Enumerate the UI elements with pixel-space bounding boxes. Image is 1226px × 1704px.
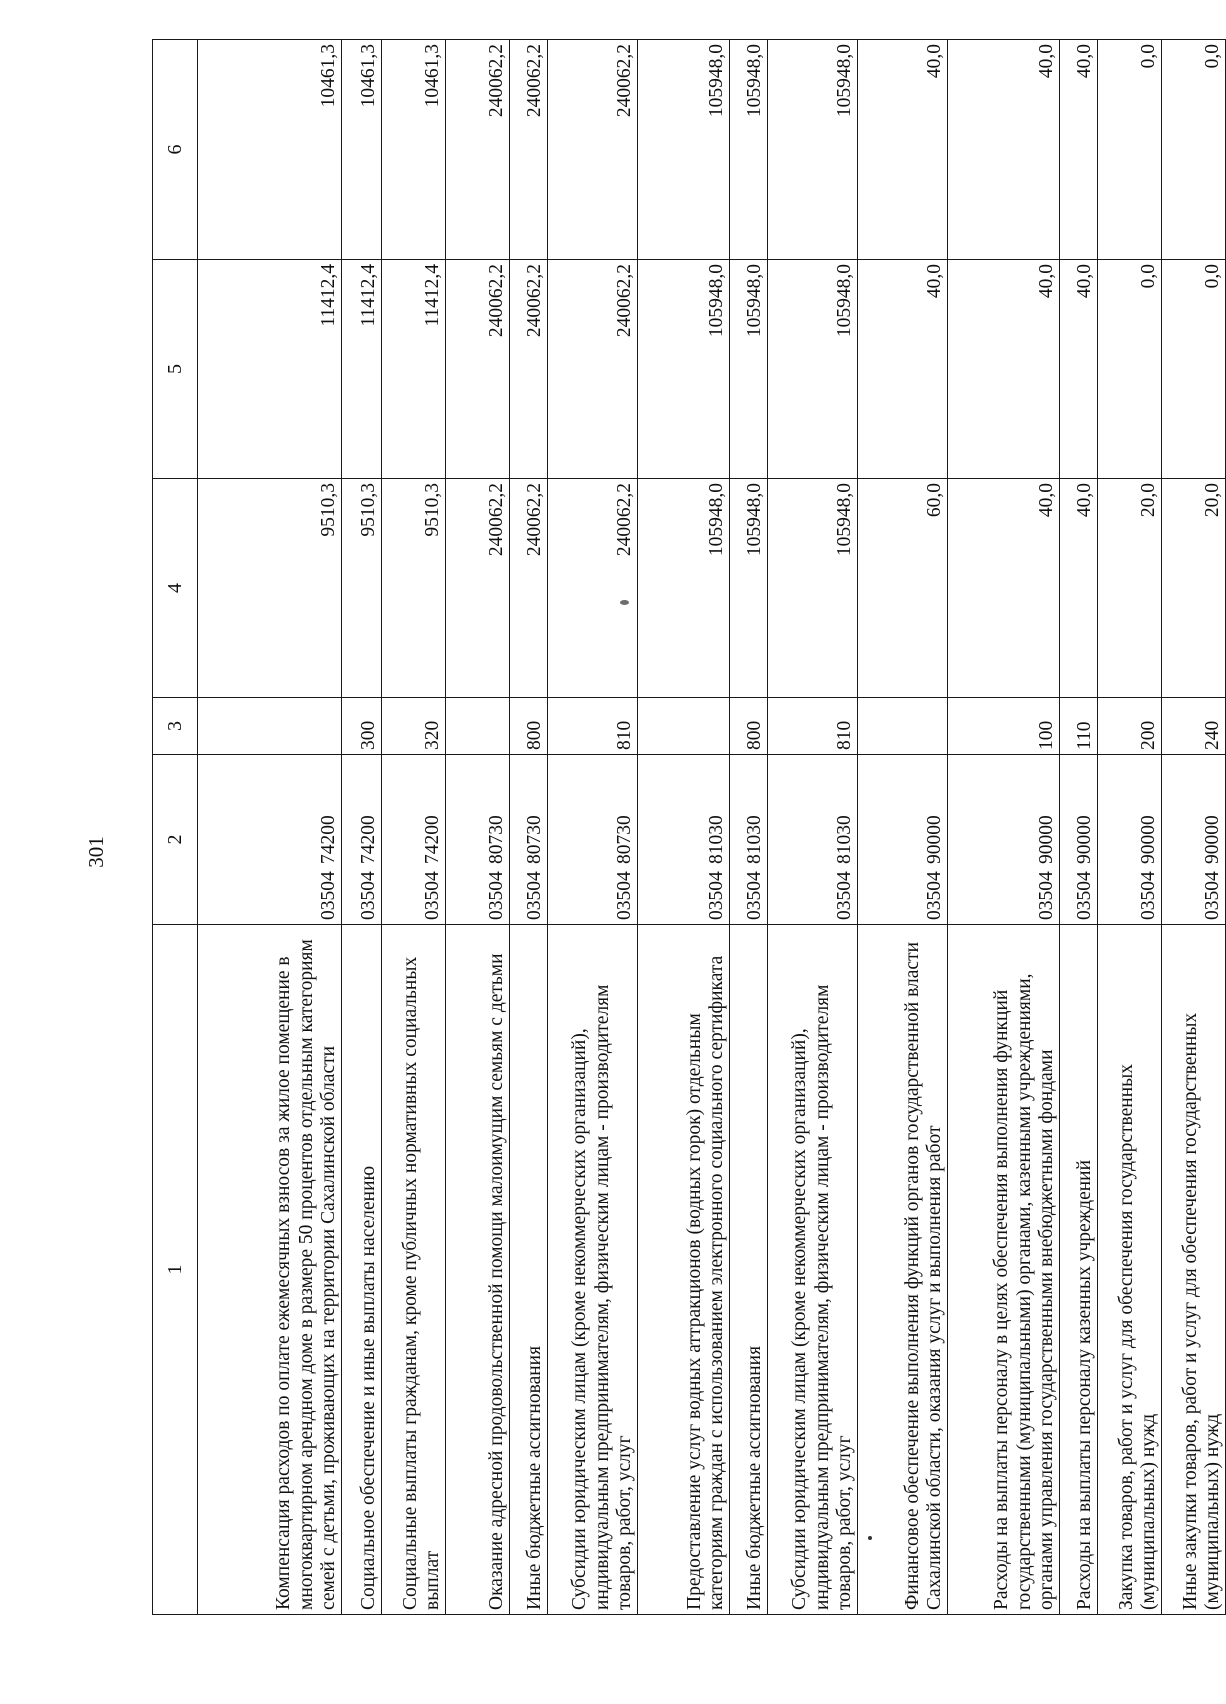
row-description: Социальные выплаты гражданам, кроме публичных нормативных социальных выплат: [382, 925, 446, 1615]
budget-table: [152, 39, 1226, 1615]
row-description: Оказание адресной продовольственной помощи малоимущим семьям с детьми: [446, 925, 510, 1615]
direction-code: 74200: [357, 815, 379, 864]
program-code: 03504: [705, 871, 727, 920]
page-number: 301: [84, 836, 108, 868]
table-header-row: [153, 40, 198, 1615]
row-code: [1098, 755, 1162, 925]
amount-col-5: 240062,2: [548, 260, 638, 479]
table-row: [730, 40, 768, 1615]
amount-col-5: 40,0: [948, 260, 1060, 479]
amount-col-5: 240062,2: [510, 260, 548, 479]
amount-col-4: 240062,2: [510, 479, 548, 698]
table-row: [548, 40, 638, 1615]
expense-type-code: 110: [1060, 698, 1098, 755]
expense-type-code: 810: [768, 698, 858, 755]
row-code: [548, 755, 638, 925]
table-row: [1060, 40, 1098, 1615]
amount-col-5: 0,0: [1098, 260, 1162, 479]
table-row: [342, 40, 382, 1615]
table-row: [382, 40, 446, 1615]
amount-col-4: 105948,0: [730, 479, 768, 698]
row-description: Иные бюджетные ассигнования: [730, 925, 768, 1615]
row-code: [768, 755, 858, 925]
amount-col-4: 20,0: [1162, 479, 1226, 698]
amount-col-5: 240062,2: [446, 260, 510, 479]
program-code: 03504: [523, 871, 545, 920]
amount-col-6: 40,0: [858, 40, 948, 260]
row-description: Иные бюджетные ассигнования: [510, 925, 548, 1615]
table-rotated-container: [152, 40, 1223, 1615]
table-row: [510, 40, 548, 1615]
row-code: [1162, 755, 1226, 925]
amount-col-5: 0,0: [1162, 260, 1226, 479]
amount-col-6: 10461,3: [382, 40, 446, 260]
expense-type-code: 100: [948, 698, 1060, 755]
program-code: 03504: [833, 871, 855, 920]
row-description: Финансовое обеспечение выполнения функций органов государственной власти Сахалинской области, оказания услуг и выполнения работ: [858, 925, 948, 1615]
program-code: 03504: [1035, 871, 1057, 920]
amount-col-4: 9510,3: [382, 479, 446, 698]
table-row: [198, 40, 342, 1615]
table-row: [948, 40, 1060, 1615]
amount-col-6: 40,0: [948, 40, 1060, 260]
row-code: [948, 755, 1060, 925]
program-code: 03504: [317, 871, 339, 920]
expense-type-code: [858, 698, 948, 755]
program-code: 03504: [923, 871, 945, 920]
direction-code: 81030: [705, 815, 727, 864]
amount-col-5: 105948,0: [730, 260, 768, 479]
table-row: [446, 40, 510, 1615]
row-description: Расходы на выплаты персоналу в целях обеспечения выполнения функций государственными (муниципальными) органами, казенными учреждениями, органами управления государственными внебюджетными фондами: [948, 925, 1060, 1615]
table-row: [858, 40, 948, 1615]
amount-col-6: 10461,3: [342, 40, 382, 260]
amount-col-6: 240062,2: [548, 40, 638, 260]
direction-code: 80730: [523, 815, 545, 864]
direction-code: 90000: [1073, 815, 1095, 864]
amount-col-6: 105948,0: [638, 40, 730, 260]
row-description: Иные закупки товаров, работ и услуг для обеспечения государственных (муниципальных) нужд: [1162, 925, 1226, 1615]
program-code: 03504: [421, 871, 443, 920]
amount-col-4: 20,0: [1098, 479, 1162, 698]
amount-col-5: 11412,4: [198, 260, 342, 479]
amount-col-5: 11412,4: [342, 260, 382, 479]
amount-col-4: 9510,3: [342, 479, 382, 698]
amount-col-4: 9510,3: [198, 479, 342, 698]
program-code: 03504: [743, 871, 765, 920]
direction-code: 90000: [1137, 815, 1159, 864]
scan-speck: [620, 600, 629, 605]
direction-code: 90000: [1035, 815, 1057, 864]
row-code: [382, 755, 446, 925]
program-code: 03504: [613, 871, 635, 920]
amount-col-4: 240062,2: [548, 479, 638, 698]
expense-type-code: 320: [382, 698, 446, 755]
direction-code: 80730: [485, 815, 507, 864]
direction-code: 90000: [923, 815, 945, 864]
scan-speck: [868, 1536, 872, 1540]
row-description: Компенсация расходов по оплате ежемесячных взносов за жилое помещение в многоквартирном арендном доме в размере 50 процентов отдельным категориям семей с детьми, проживающих на территории Сахалинской области: [198, 925, 342, 1615]
table-row: [1098, 40, 1162, 1615]
expense-type-code: 800: [730, 698, 768, 755]
row-code: [510, 755, 548, 925]
budget-sheet: [152, 40, 1223, 1615]
amount-col-5: 11412,4: [382, 260, 446, 479]
row-code: [730, 755, 768, 925]
amount-col-6: 0,0: [1162, 40, 1226, 260]
expense-type-code: [198, 698, 342, 755]
expense-type-code: [446, 698, 510, 755]
program-code: 03504: [1201, 871, 1223, 920]
amount-col-4: 40,0: [948, 479, 1060, 698]
row-code: [342, 755, 382, 925]
amount-col-4: 105948,0: [768, 479, 858, 698]
expense-type-code: 800: [510, 698, 548, 755]
row-code: [198, 755, 342, 925]
expense-type-code: 810: [548, 698, 638, 755]
expense-type-code: 300: [342, 698, 382, 755]
row-code: [638, 755, 730, 925]
amount-col-5: 105948,0: [638, 260, 730, 479]
amount-col-5: 105948,0: [768, 260, 858, 479]
row-description: Субсидии юридическим лицам (кроме некоммерческих организаций), индивидуальным предпринимателям, физическим лицам - производителям товаров, работ, услуг: [548, 925, 638, 1615]
program-code: 03504: [357, 871, 379, 920]
amount-col-6: 240062,2: [446, 40, 510, 260]
direction-code: 90000: [1201, 815, 1223, 864]
row-code: [446, 755, 510, 925]
program-code: 03504: [1137, 871, 1159, 920]
row-description: Субсидии юридическим лицам (кроме некоммерческих организаций), индивидуальным предпринимателям, физическим лицам - производителям товаров, работ, услуг: [768, 925, 858, 1615]
table-row: [1162, 40, 1226, 1615]
amount-col-6: 10461,3: [198, 40, 342, 260]
row-code: [858, 755, 948, 925]
row-description: Социальное обеспечение и иные выплаты населению: [342, 925, 382, 1615]
amount-col-4: 105948,0: [638, 479, 730, 698]
row-description: Расходы на выплаты персоналу казенных учреждений: [1060, 925, 1098, 1615]
expense-type-code: [638, 698, 730, 755]
header-col-2: 2: [153, 755, 198, 925]
amount-col-6: 40,0: [1060, 40, 1098, 260]
row-description: Закупка товаров, работ и услуг для обеспечения государственных (муниципальных) нужд: [1098, 925, 1162, 1615]
amount-col-6: 105948,0: [768, 40, 858, 260]
table-row: [768, 40, 858, 1615]
program-code: 03504: [485, 871, 507, 920]
amount-col-5: 40,0: [858, 260, 948, 479]
row-description: Предоставление услуг водных аттракционов (водных горок) отдельным категориям граждан с использованием электронного социального сертификата: [638, 925, 730, 1615]
table-row: [638, 40, 730, 1615]
header-col-6: 6: [153, 40, 198, 260]
amount-col-6: 0,0: [1098, 40, 1162, 260]
amount-col-4: 40,0: [1060, 479, 1098, 698]
direction-code: 81030: [833, 815, 855, 864]
expense-type-code: 200: [1098, 698, 1162, 755]
direction-code: 74200: [421, 815, 443, 864]
amount-col-4: 60,0: [858, 479, 948, 698]
expense-type-code: 240: [1162, 698, 1226, 755]
header-col-3: 3: [153, 698, 198, 755]
direction-code: 80730: [613, 815, 635, 864]
header-col-4: 4: [153, 479, 198, 698]
amount-col-6: 105948,0: [730, 40, 768, 260]
table-body: [198, 40, 1226, 1615]
header-col-1: 1: [153, 925, 198, 1615]
program-code: 03504: [1073, 871, 1095, 920]
row-code: [1060, 755, 1098, 925]
header-col-5: 5: [153, 260, 198, 479]
direction-code: 81030: [743, 815, 765, 864]
amount-col-4: 240062,2: [446, 479, 510, 698]
direction-code: 74200: [317, 815, 339, 864]
amount-col-5: 40,0: [1060, 260, 1098, 479]
amount-col-6: 240062,2: [510, 40, 548, 260]
